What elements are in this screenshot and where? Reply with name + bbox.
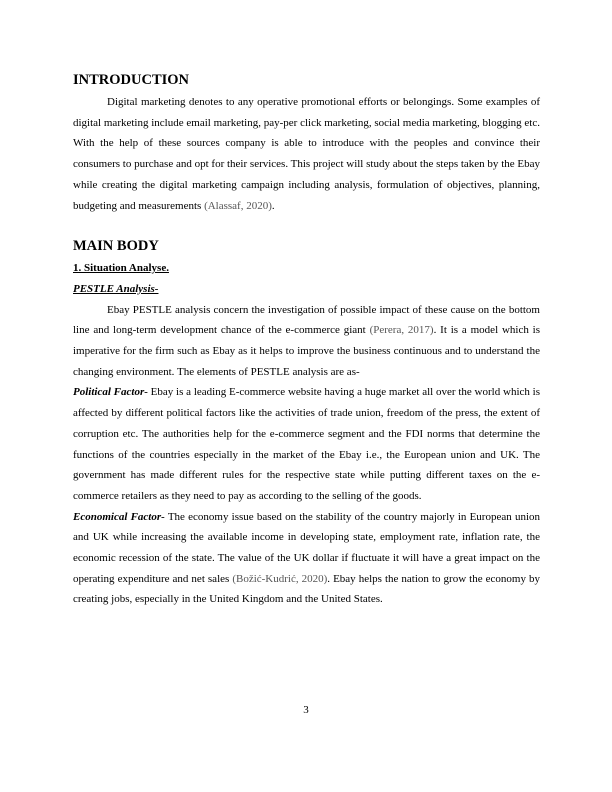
economical-citation: (Božić-Kudrić, 2020) — [232, 572, 328, 585]
introduction-heading: INTRODUCTION — [73, 72, 190, 88]
pestle-citation: (Perera, 2017) — [369, 324, 434, 337]
pestle-intro-text-2: . It is a model which is imperative for the firm such as Ebay as it helps to improve the business continuous and to understand the changing environment. The elements of PESTLE analysis are as- — [73, 324, 541, 378]
introduction-citation: (Alassaf, 2020) — [204, 199, 272, 212]
introduction-body: Digital marketing denotes to any operative promotional efforts or belongings. Some examples of digital marketing include email marketing, pay-per click marketing, social media marketing, blogging etc. With the help of these sources company is able to introduce with the peoples and convince their consumers to purchase and opt for their services. This project will study about the steps taken by the Ebay while creating the digital marketing campaign including analysis, formulation of objectives, planning, budgeting and measurements — [73, 96, 540, 212]
economical-factor-label: Economical Factor- — [73, 510, 165, 523]
introduction-paragraph — [73, 92, 540, 216]
pestle-intro-text-1: Ebay PESTLE analysis concern the investigation of possible impact of these cause on the bottom line and long-term development chance of the e-commerce giant — [73, 303, 540, 337]
pestle-intro-paragraph — [73, 300, 540, 383]
economical-factor-text-2: . Ebay helps the nation to grow the economy by creating jobs, especially in the United Kingdom and the United States. — [73, 572, 540, 606]
page-content — [73, 70, 540, 610]
political-factor-label: Political Factor- — [73, 386, 148, 399]
economical-factor-text-1: The economy issue based on the stability of the country majorly in European union and UK while increasing the available income in developing state, employment rate, inflation rate, the economic recession of the state. The value of the UK dollar if fluctuate it will have a great impact on the operating expenditure and net sales — [73, 510, 540, 585]
section-title: 1. Situation Analyse. — [73, 262, 169, 275]
economical-factor-paragraph — [73, 507, 540, 611]
introduction-tail: . — [271, 199, 275, 212]
political-factor-paragraph — [73, 382, 540, 506]
main-body-heading: MAIN BODY — [73, 238, 159, 255]
page-number: 3 — [303, 704, 309, 716]
subsection-title: PESTLE Analysis- — [73, 282, 159, 295]
political-factor-text: Ebay is a leading E-commerce website having a huge market all over the world which is affected by different political factors like the activities of trade union, freedom of the press, the extent of corruption etc. The authorities help for the e-commerce segment and the FDI norms that determine the functions of the countries especially in the market of the Ebay i.e., the European union and UK. The government has made different rules for the respective state while putting different taxes on the e-commerce retailers as they need to pay as according to the selling of the goods. — [73, 386, 540, 502]
